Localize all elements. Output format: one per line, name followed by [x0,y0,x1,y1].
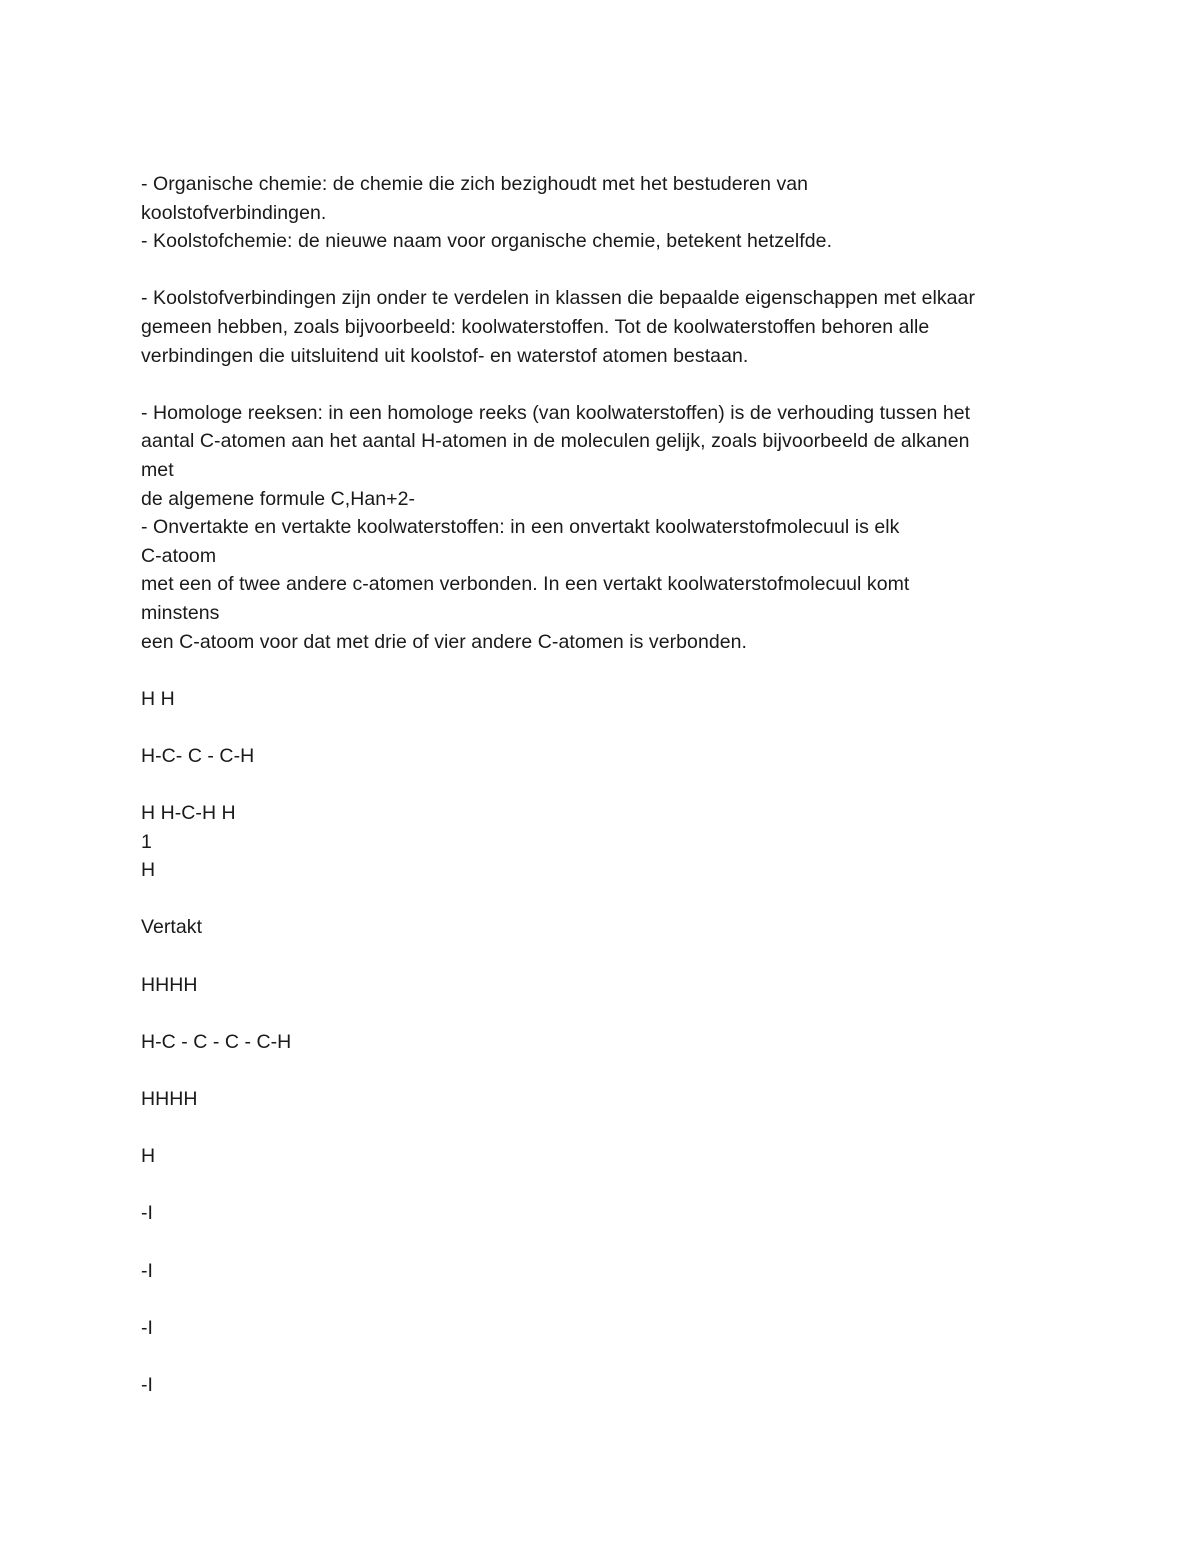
definition-organische-chemie-line-1: - Organische chemie: de chemie die zich bezighoudt met het bestuderen van [141,173,809,195]
structure-line: HHHH [141,973,198,996]
definition-koolstofchemie: - Koolstofchemie: de nieuwe naam voor organische chemie, betekent hetzelfde. [141,230,833,253]
structure-line: -I [141,1316,154,1339]
paragraph-spacer [141,256,1071,285]
structure-line: H-C- C - C-H [141,744,255,767]
structure-line: HHHH [141,1088,198,1110]
paragraph-spacer [141,1228,1071,1257]
onvertakt-vertakt-line-4: minstens [141,601,220,624]
onvertakt-vertakt-line-2: C-atoom [141,544,217,567]
paragraph-spacer [141,656,1071,685]
onvertakt-vertakt-line-1: - Onvertakte en vertakte koolwaterstoffen: in een onvertakt koolwaterstofmolecuul is elk [141,516,900,539]
paragraph-spacer [141,999,1071,1028]
paragraph-spacer [141,1342,1071,1371]
structure-line: -I [141,1373,154,1396]
paragraph-spacer [141,1114,1071,1143]
koolstofverbindingen-line-2: gemeen hebben, zoals bijvoorbeeld: koolwaterstoffen. Tot de koolwaterstoffen behoren alle [141,315,930,338]
koolstofverbindingen-line-1: - Koolstofverbindingen zijn onder te verdelen in klassen die bepaalde eigenschappen met elkaar [141,287,975,310]
koolstofverbindingen-line-3: verbindingen die uitsluitend uit koolstof- en waterstof atomen bestaan. [141,344,749,367]
structure-line: H-C - C - C - C-H [141,1030,292,1053]
paragraph-spacer [141,713,1071,742]
paragraph-spacer [141,1171,1071,1200]
structure-line: H [141,1145,156,1168]
homologe-reeksen-formula: de algemene formule C,Han+2- [141,487,416,510]
onvertakt-vertakt-line-5: een C-atoom voor dat met drie of vier andere C-atomen is verbonden. [141,630,747,653]
paragraph-spacer [141,1285,1071,1314]
structure-line: H H [141,687,175,710]
vertakt-heading: Vertakt [141,916,203,939]
structure-line: 1 [141,830,152,853]
paragraph-spacer [141,942,1071,971]
document-body [141,170,1071,1400]
paragraph-spacer [141,885,1071,914]
homologe-reeksen-line-3: met [141,458,174,481]
paragraph-spacer [141,370,1071,399]
homologe-reeksen-line-2: aantal C-atomen aan het aantal H-atomen in de moleculen gelijk, zoals bijvoorbeeld de alkanen [141,430,970,453]
structure-line: H H-C-H H [141,802,236,825]
homologe-reeksen-line-1: - Homologe reeksen: in een homologe reeks (van koolwaterstoffen) is de verhouding tussen het [141,401,971,424]
onvertakt-vertakt-line-3: met een of twee andere c-atomen verbonden. In een vertakt koolwaterstofmolecuul komt [141,573,910,596]
paragraph-spacer [141,770,1071,799]
structure-line: -I [141,1202,154,1225]
paragraph-spacer [141,1056,1071,1085]
definition-organische-chemie-line-2: koolstofverbindingen. [141,201,327,224]
structure-line: H [141,859,156,882]
structure-line: -I [141,1259,154,1282]
